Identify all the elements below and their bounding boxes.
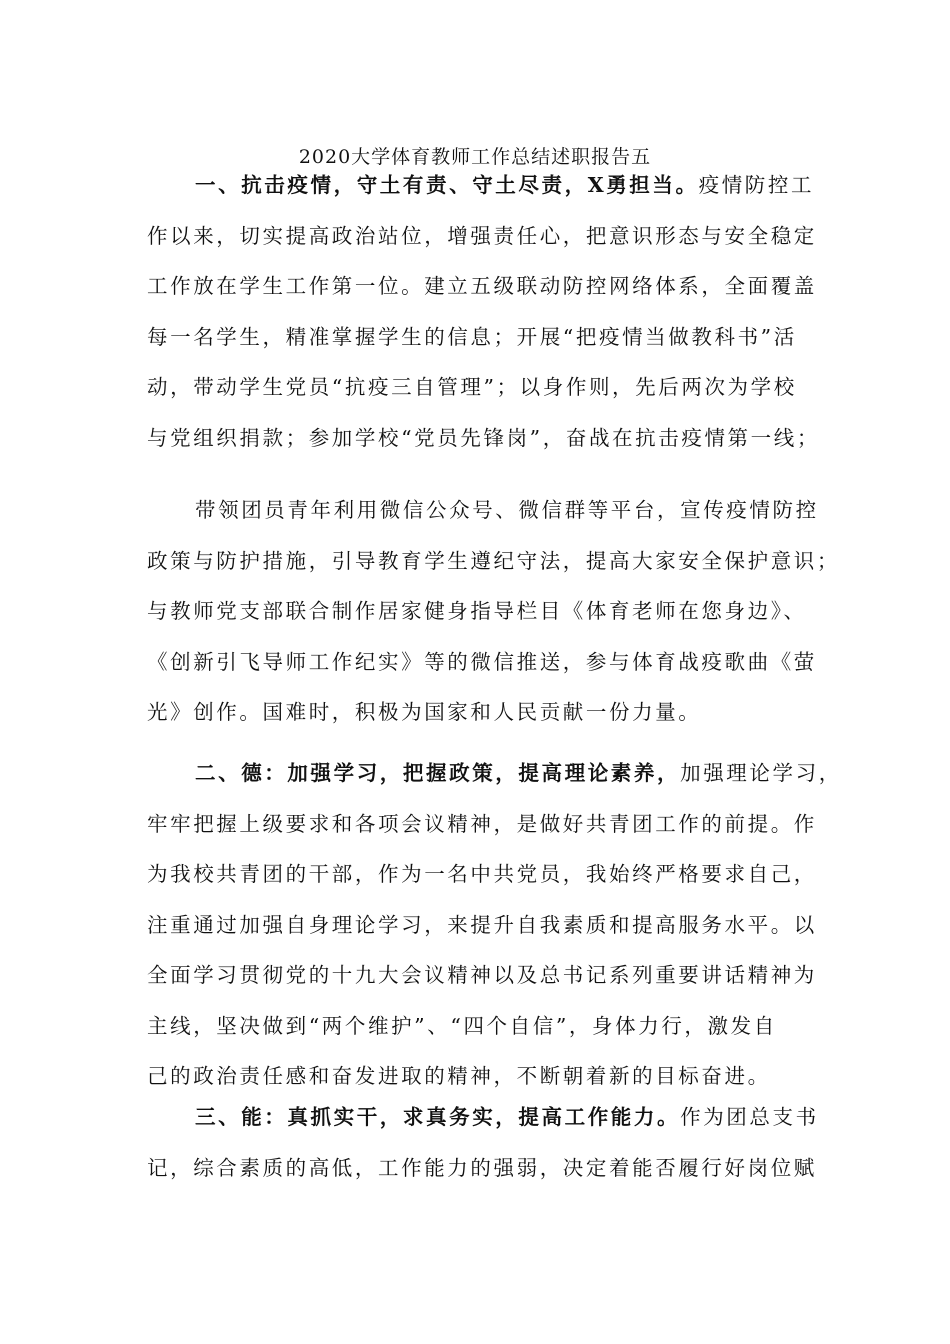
paragraph-line: 主线，坚决做到“两个维护”、“四个自信”，身体力行，激发自: [147, 1013, 777, 1038]
paragraph-line: [147, 1092, 817, 1143]
line-text: 加强理论学习，: [680, 761, 842, 785]
paragraph-line: 注重通过加强自身理论学习，来提升自我素质和提高服务水平。以: [147, 912, 817, 937]
paragraph-line: [147, 748, 842, 799]
paragraph-line: 记，综合素质的高低，工作能力的强弱，决定着能否履行好岗位赋: [147, 1155, 817, 1180]
section-heading: 三、能：真抓实干，求真务实，提高工作能力。: [195, 1105, 681, 1129]
paragraph-1: [147, 160, 820, 463]
paragraph-line: 每一名学生，精准掌握学生的信息；开展“把疫情当做教科书”活: [147, 324, 797, 349]
paragraph-2: [147, 485, 840, 738]
paragraph-line: 为我校共青团的干部，作为一名中共党员，我始终严格要求自己，: [147, 862, 817, 886]
paragraph-3: [147, 748, 842, 1102]
paragraph-line: 与教师党支部联合制作居家健身指导栏目《体育老师在您身边》、: [147, 599, 807, 623]
paragraph-line: 政策与防护措施，引导教育学生遵纪守法，提高大家安全保护意识；: [147, 548, 840, 573]
paragraph-line: 牢牢把握上级要求和各项会议精神，是做好共青团工作的前提。作: [147, 811, 817, 836]
section-heading: 一、抗击疫情，守土有责、守土尽责，X勇担当。: [195, 173, 699, 197]
paragraph-line: 与党组织捐款；参加学校“党员先锋岗”，奋战在抗击疫情第一线；: [147, 425, 820, 450]
paragraph-line: 《创新引飞导师工作纪实》等的微信推送，参与体育战疫歌曲《萤: [147, 649, 817, 674]
line-text: 作为团总支书: [680, 1105, 819, 1129]
paragraph-line: 带领团员青年利用微信公众号、微信群等平台，宣传疫情防控: [195, 498, 819, 522]
document-title: 2020大学体育教师工作总结述职报告五: [298, 146, 652, 168]
line-text: 疫情防控工: [698, 173, 815, 197]
section-heading: 二、德：加强学习，把握政策，提高理论素养，: [195, 761, 681, 785]
paragraph-line: 作以来，切实提高政治站位，增强责任心，把意识形态与安全稳定: [147, 223, 817, 248]
paragraph-line: 光》创作。国难时，积极为国家和人民贡献一份力量。: [147, 700, 702, 724]
paragraph-line: 己的政治责任感和奋发进取的精神，不断朝着新的目标奋进。: [147, 1064, 771, 1088]
paragraph-line: 动，带动学生党员“抗疫三自管理”；以身作则，先后两次为学校: [147, 375, 797, 399]
paragraph-line: 工作放在学生工作第一位。建立五级联动防控网络体系，全面覆盖: [147, 274, 817, 298]
paragraph-4: [147, 1092, 817, 1193]
paragraph-line: [147, 160, 817, 211]
paragraph-line: 全面学习贯彻党的十九大会议精神以及总书记系列重要讲话精神为: [147, 963, 817, 987]
